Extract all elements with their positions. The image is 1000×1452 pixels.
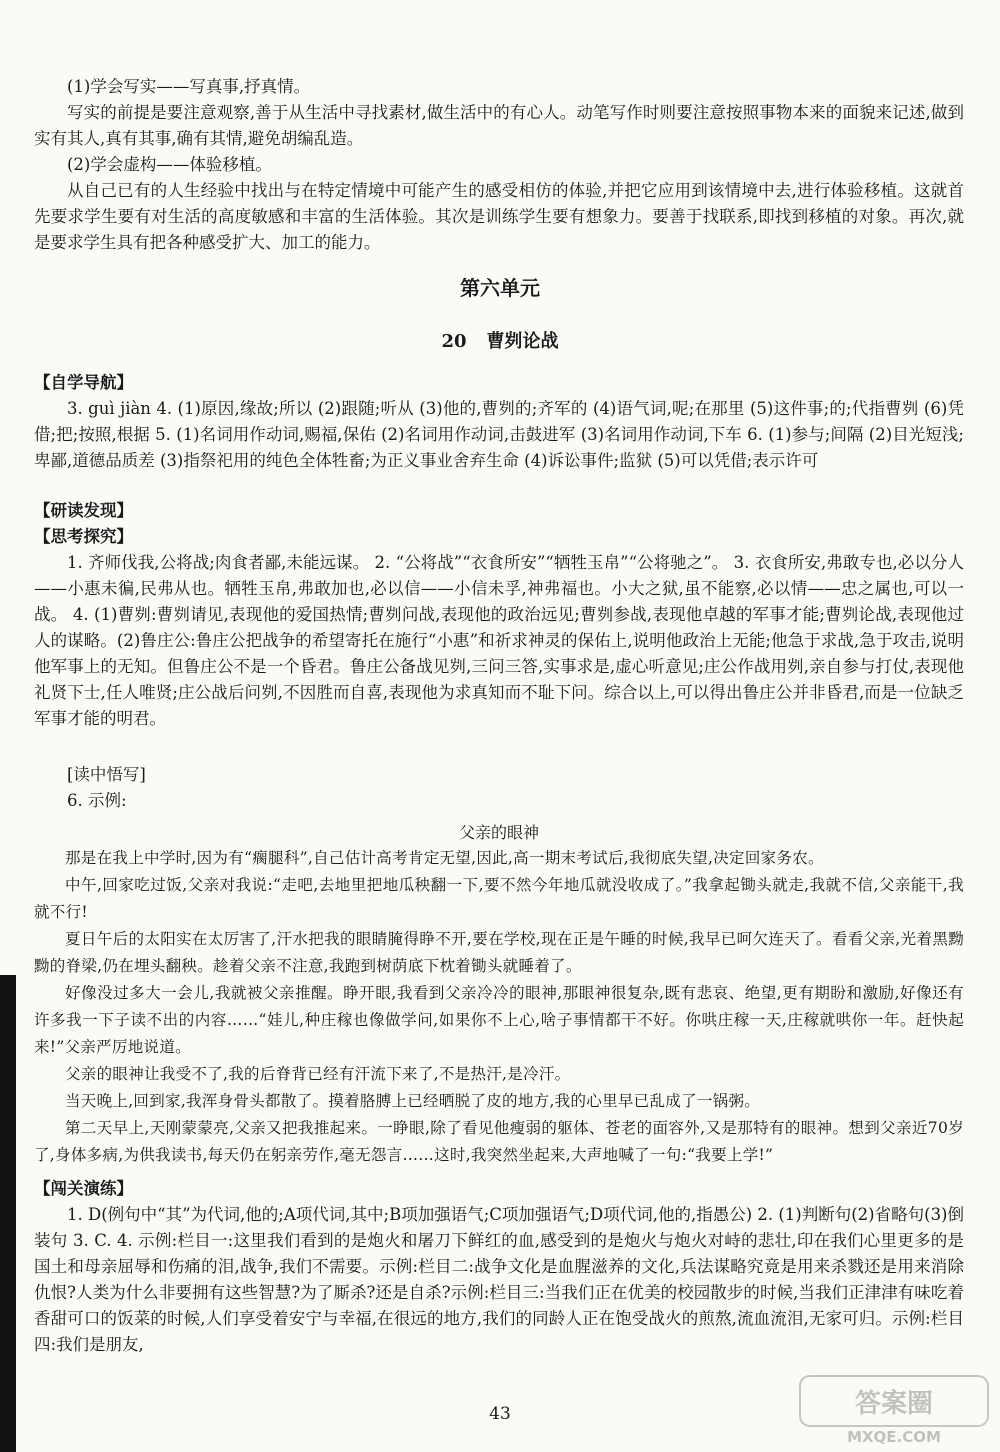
research-heading: 【研读发现】 [34, 501, 133, 520]
reading-heading: [读中悟写] [67, 765, 146, 784]
essay-paragraph: 夏日午后的太阳实在太厉害了,汗水把我的眼睛腌得睁不开,要在学校,现在正是午睡的时候,我早已呵欠连天了。看看父亲,光着黑黝黝的脊梁,仍在埋头翻秧。趁着父亲不注意,我跑到树荫底下枕着锄头就睡着了。 [34, 930, 964, 975]
svg-text:MXQE.COM: MXQE.COM [847, 1428, 941, 1446]
lesson-title [0, 327, 1000, 353]
unit-title: 第六单元 [460, 276, 540, 300]
essay-paragraph: 当天晚上,回到家,我浑身骨头都散了。摸着胳膊上已经晒脱了皮的地方,我的心里早已乱成了一锅粥。 [65, 1092, 761, 1110]
essay-paragraph: 中午,回家吃过饭,父亲对我说:“走吧,去地里把地瓜秧翻一下,要不然今年地瓜就没收成了。”我拿起锄头就走,我就不信,父亲能干,我就不行! [34, 876, 964, 921]
intro-section [34, 74, 964, 256]
practice-heading: 【闯关演练】 [34, 1179, 133, 1198]
intro-line-1: (1)学会写实——写真事,抒真情。 [67, 77, 311, 96]
self-study-answers: 3. guì jiàn 4. (1)原因,缘故;所以 (2)跟随;听从 (3)他的,曹刿的;齐军的 (4)语气词,呢;在那里 (5)这件事;的;代指曹刿 (6)凭借;把;按照,根据 5. (1)名词用作动词,赐福,保佑 (2)名词用作动词,击鼓进军 (3)名词用作动词,下车 6. (1)参与;间隔 (2)目光短浅;卑鄙,道德品质差 (3)指祭祀用的纯色全体牲畜;为正义事业舍弃生命 (4)诉讼事件;监狱 (5)可以凭借;表示许可 [34, 399, 964, 470]
essay-paragraph: 父亲的眼神让我受不了,我的后脊背已经有汗流下来了,不是热汗,是冷汗。 [65, 1065, 571, 1083]
essay [34, 814, 964, 1169]
essay-paragraph: 那是在我上中学时,因为有“瘸腿科”,自己估计高考肯定无望,因此,高一期末考试后,我彻底失望,决定回家务农。 [65, 849, 824, 867]
intro-line-4: 从自己已有的人生经验中找出与在特定情境中可能产生的感受相仿的体验,并把它应用到该情境中去,进行体验移植。这就首先要求学生要有对生活的高度敏感和丰富的生活体验。其次是训练学生要有想象力。要善于找联系,即找到移植的对象。再次,就是要求学生具有把各种感受扩大、加工的能力。 [34, 181, 964, 252]
lesson-name: 曹刿论战 [486, 331, 559, 352]
research-section [34, 498, 964, 732]
binding-shadow [0, 975, 16, 1452]
self-study-section [34, 370, 964, 474]
reading-section [34, 762, 964, 814]
self-study-heading: 【自学导航】 [34, 373, 133, 392]
essay-paragraph: 好像没过多大一会儿,我就被父亲推醒。睁开眼,我看到父亲冷冷的眼神,那眼神很复杂,既有悲哀、绝望,更有期盼和激励,好像还有许多我一下子读不出的内容……“娃儿,种庄稼也像做学问,如果你不上心,啥子事情都干不好。你哄庄稼一天,庄稼就哄你一年。赶快起来!”父亲严厉地说道。 [34, 984, 964, 1056]
intro-line-3: (2)学会虚构——体验移植。 [67, 155, 272, 174]
research-answers: 1. 齐师伐我,公将战;肉食者鄙,未能远谋。 2. “公将战”“衣食所安”“牺牲玉帛”“公将驰之”。 3. 衣食所安,弗敢专也,必以分人——小惠未徧,民弗从也。牺牲玉帛,弗敢加也,必以信——小信未孚,神弗福也。小大之狱,虽不能察,必以情——忠之属也,可以一战。 4. (1)曹刿:曹刿请见,表现他的爱国热情;曹刿问战,表现他的政治远见;曹刿参战,表现他卓越的军事才能;曹刿论战,表现他过人的谋略。(2)鲁庄公:鲁庄公把战争的希望寄托在施行“小惠”和祈求神灵的保佑上,说明他政治上无能;他急于求战,急于攻击,说明他军事上的无知。但鲁庄公不是一个昏君。鲁庄公备战见刿,三问三答,实事求是,虚心听意见;庄公作战用刿,亲自参与打仗,表现他礼贤下士,任人唯贤;庄公战后问刿,不因胜而自喜,表现他为求真知而不耻下问。综合以上,可以得出鲁庄公并非昏君,而是一位缺乏军事才能的明君。 [34, 553, 964, 728]
essay-paragraph: 第二天早上,天刚蒙蒙亮,父亲又把我推起来。一睁眼,除了看见他瘦弱的躯体、苍老的面容外,又是那特有的眼神。想到父亲近70岁了,身体多病,为供我读书,每天仍在躬亲劳作,毫无怨言……这时,我突然坐起来,大声地喊了一句:“我要上学!” [34, 1119, 964, 1164]
practice-section [34, 1176, 964, 1358]
lesson-number: 20 [441, 331, 467, 352]
think-heading: 【思考探究】 [34, 527, 133, 546]
page-number: 43 [489, 1404, 511, 1424]
practice-answers: 1. D(例句中“其”为代词,他的;A项代词,其中;B项加强语气;C项加强语气;D项代词,他的,指愚公) 2. (1)判断句(2)省略句(3)倒装句 3. C. 4. 示例:栏目一:这里我们看到的是炮火和屠刀下鲜红的血,感受到的是炮火与炮火对峙的悲壮,印在我们心里更多的是国土和母亲屈辱和伤痛的泪,战争,我们不需要。示例:栏目二:战争文化是血腥滋养的文化,兵法谋略究竟是用来杀戮还是用来消除仇恨?人类为什么非要拥有这些智慧?为了厮杀?还是自杀?示例:栏目三:当我们正在优美的校园散步的时候,当我们正津津有味吃着香甜可口的饭菜的时候,人们享受着安宁与幸福,在很远的地方,我们的同龄人正在饱受战火的煎熬,流血流泪,无家可归。示例:栏目四:我们是朋友, [34, 1205, 964, 1354]
reading-example-label: 6. 示例: [67, 791, 127, 810]
watermark-logo [794, 1372, 994, 1448]
intro-line-2: 写实的前提是要注意观察,善于从生活中寻找素材,做生活中的有心人。动笔写作时则要注意按照事物本来的面貌来记述,做到实有其人,真有其事,确有其情,避免胡编乱造。 [34, 103, 964, 148]
essay-title: 父亲的眼神 [458, 823, 539, 842]
svg-text:答案圈: 答案圈 [854, 1389, 934, 1419]
